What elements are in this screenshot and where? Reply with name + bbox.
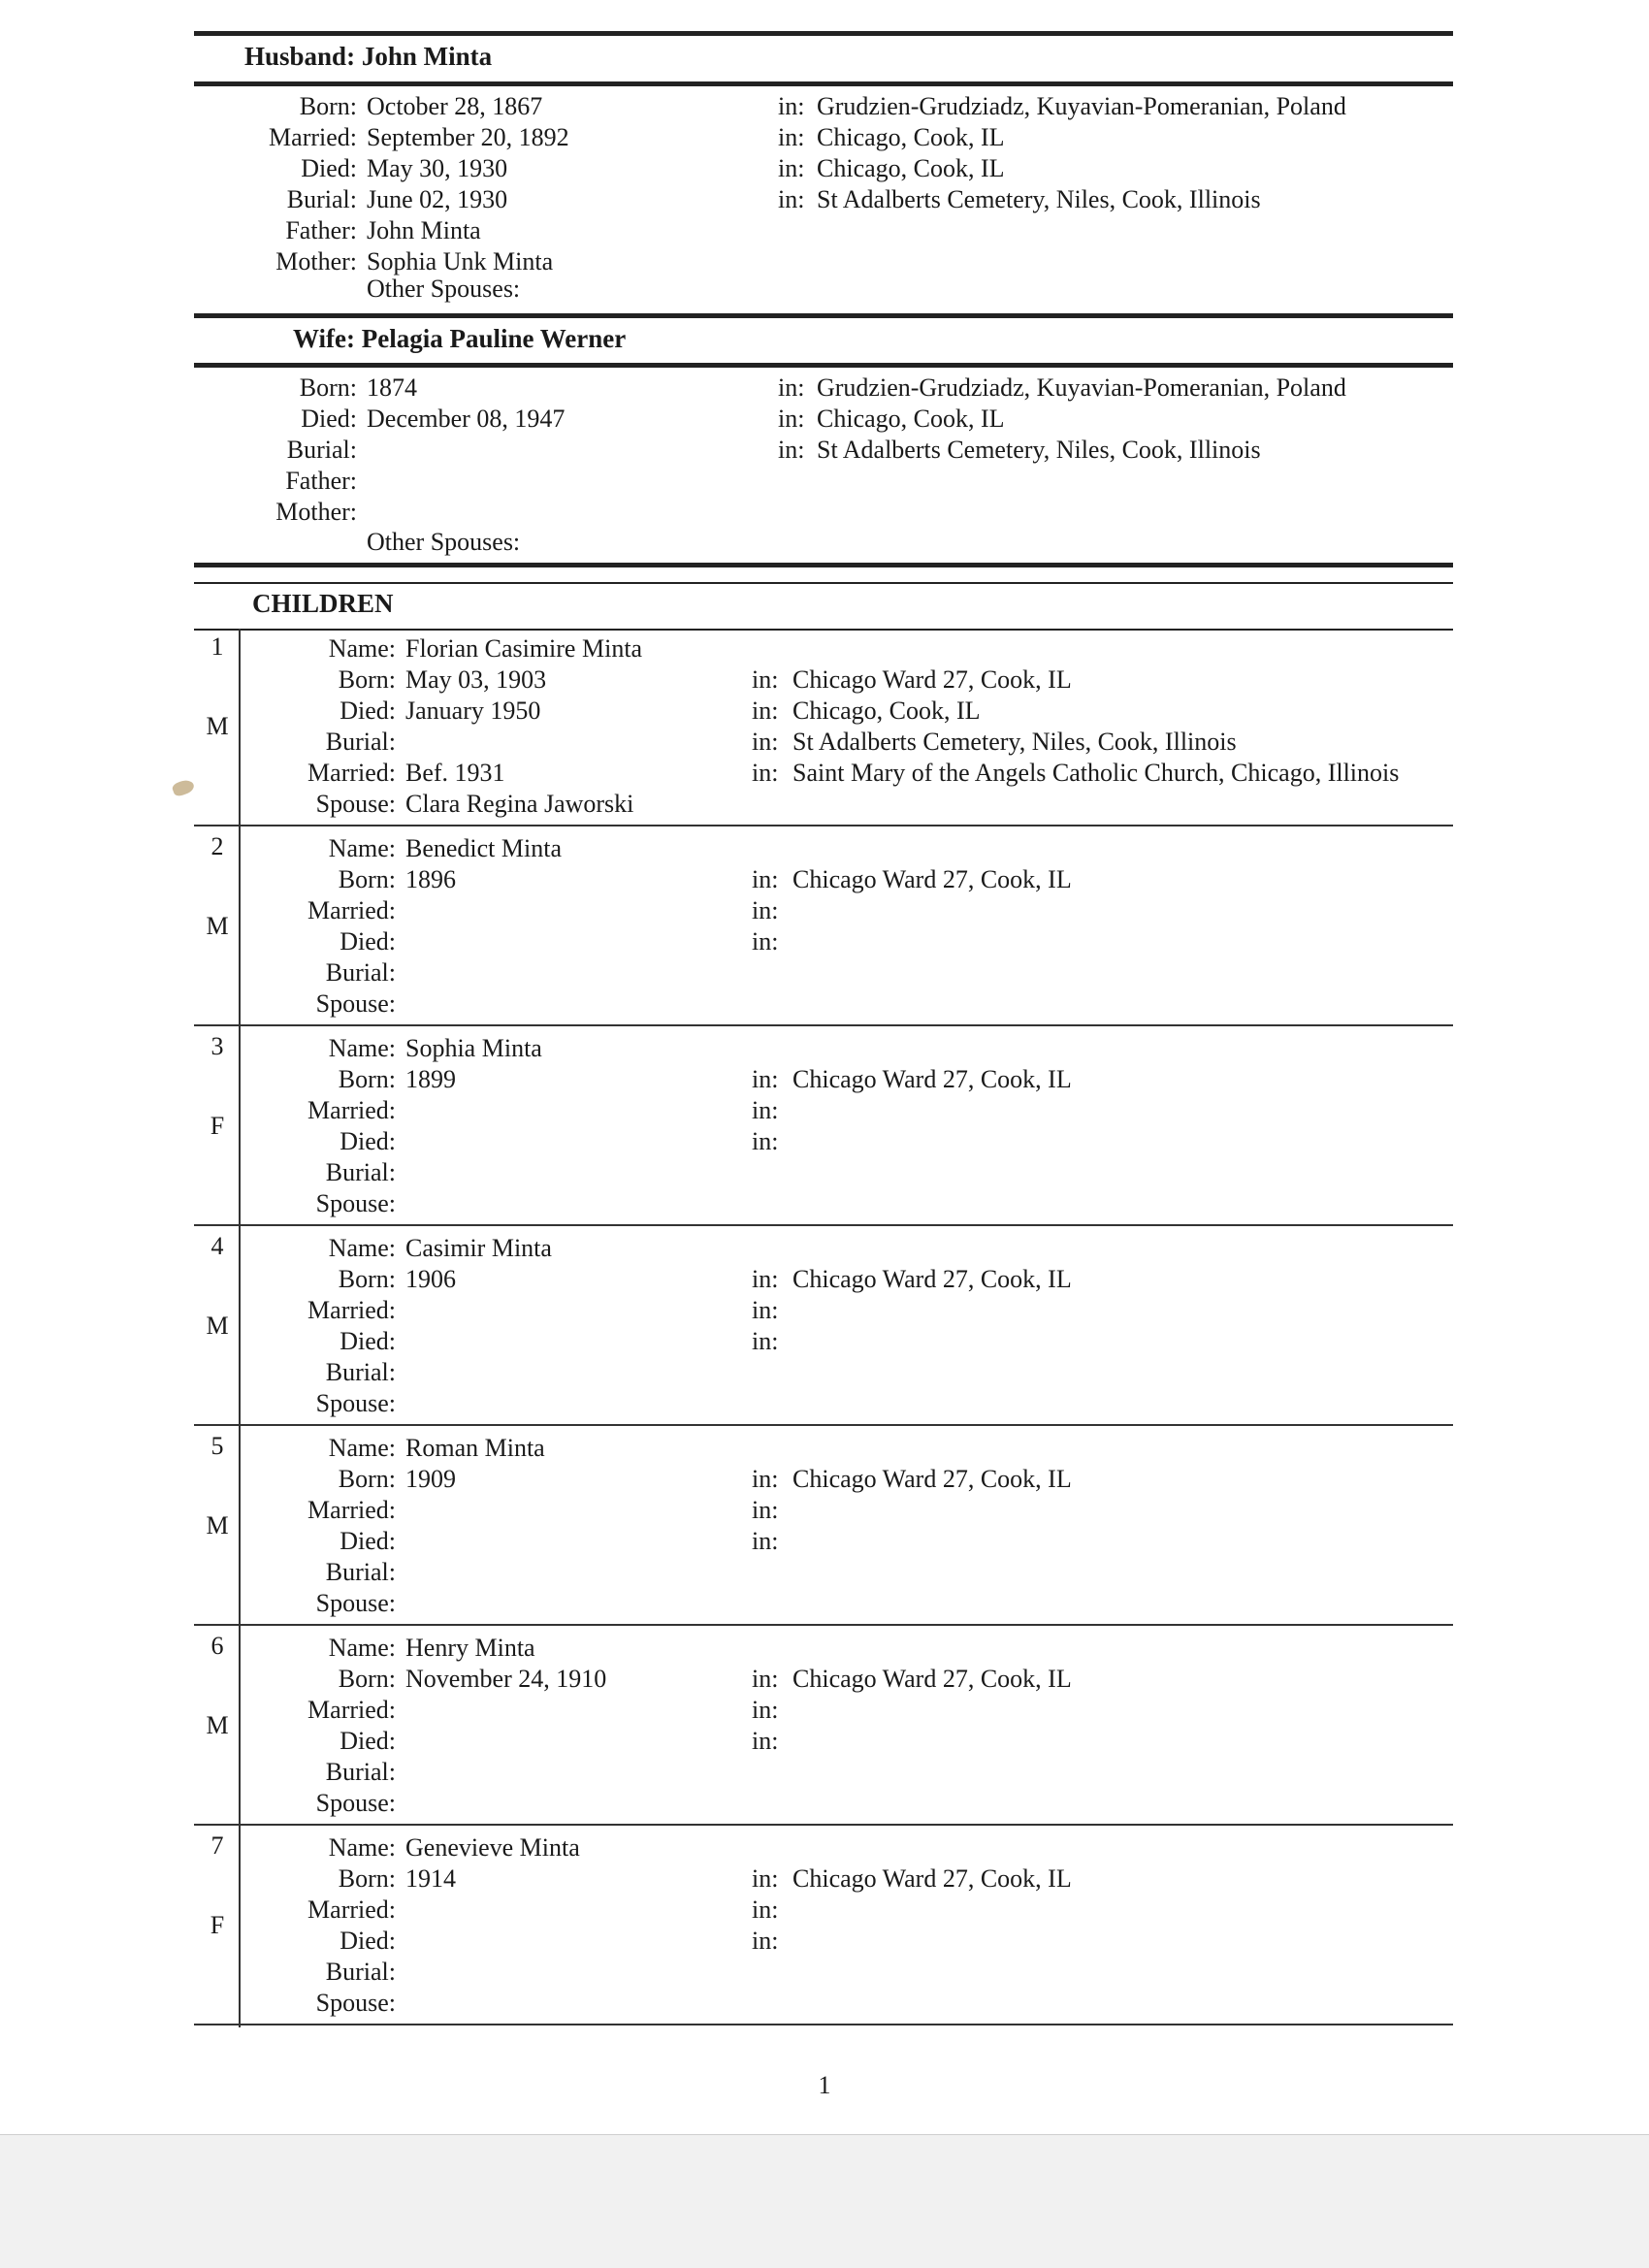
child-sex: F (210, 1911, 225, 1939)
husband-row-label: Born: (299, 92, 357, 120)
husband-row-value: October 28, 1867 (367, 92, 543, 120)
child-field-in: in: (752, 1096, 779, 1124)
child-bottom-rule (194, 1024, 1453, 1026)
wife-row-place: Chicago, Cook, IL (817, 405, 1005, 433)
child-field-in: in: (752, 1864, 779, 1893)
child-field-label: Spouse: (315, 989, 396, 1018)
child-field-label: Born: (338, 1665, 396, 1693)
child-field-label: Died: (340, 927, 396, 956)
child-field-in: in: (752, 697, 779, 725)
husband-row-place: St Adalberts Cemetery, Niles, Cook, Illinois (817, 185, 1261, 213)
child-field-label: Died: (340, 1527, 396, 1555)
husband-row-place: Chicago, Cook, IL (817, 154, 1005, 182)
children-header-rule (194, 629, 1453, 631)
child-field-in: in: (752, 865, 779, 893)
child-field-place: Chicago Ward 27, Cook, IL (792, 1665, 1072, 1693)
husband-row-label: Burial: (286, 185, 357, 213)
child-field-place: Saint Mary of the Angels Catholic Church, Chicago, Illinois (792, 759, 1400, 787)
husband-header-rule (194, 81, 1453, 86)
child-sex: F (210, 1112, 225, 1140)
child-field-label: Spouse: (315, 1789, 396, 1817)
child-bottom-rule (194, 825, 1453, 826)
husband-row-label: Died: (301, 154, 357, 182)
child-field-label: Married: (307, 1496, 396, 1524)
child-field-label: Name: (328, 1034, 396, 1062)
child-field-value: Sophia Minta (405, 1034, 542, 1062)
child-field-value: Bef. 1931 (405, 759, 505, 787)
husband-row-label: Married: (269, 123, 357, 151)
child-field-label: Married: (307, 1096, 396, 1124)
husband-other-spouses: Other Spouses: (367, 275, 521, 303)
child-field-value: Henry Minta (405, 1634, 535, 1662)
child-number: 5 (210, 1432, 224, 1460)
child-field-value: 1896 (405, 865, 456, 893)
child-field-label: Born: (338, 1465, 396, 1493)
child-field-label: Burial: (325, 728, 396, 756)
child-field-value: Casimir Minta (405, 1234, 552, 1262)
child-field-in: in: (752, 927, 779, 956)
children-header: CHILDREN (252, 589, 394, 618)
children-top-rule-thin (194, 582, 1453, 584)
child-field-value: 1914 (405, 1864, 456, 1893)
child-field-place: Chicago Ward 27, Cook, IL (792, 1065, 1072, 1093)
child-field-in: in: (752, 1927, 779, 1955)
wife-header: Wife: Pelagia Pauline Werner (293, 324, 627, 353)
child-field-place: Chicago Ward 27, Cook, IL (792, 1465, 1072, 1493)
child-field-in: in: (752, 1296, 779, 1324)
paper-speck (171, 778, 195, 798)
child-field-in: in: (752, 1327, 779, 1355)
child-field-value: May 03, 1903 (405, 665, 547, 694)
child-number: 2 (210, 832, 224, 860)
child-field-label: Married: (307, 759, 396, 787)
child-field-label: Spouse: (315, 1989, 396, 2017)
child-field-label: Born: (338, 865, 396, 893)
wife-row-in: in: (778, 436, 805, 464)
child-field-label: Burial: (325, 1158, 396, 1186)
wife-row-label: Father: (285, 467, 357, 495)
child-field-place: Chicago Ward 27, Cook, IL (792, 1265, 1072, 1293)
child-field-in: in: (752, 728, 779, 756)
child-field-label: Married: (307, 896, 396, 924)
child-field-label: Died: (340, 1327, 396, 1355)
husband-row-label: Mother: (275, 247, 357, 275)
child-field-label: Burial: (325, 958, 396, 987)
child-number: 4 (210, 1232, 224, 1260)
wife-header-rule (194, 363, 1453, 368)
husband-row-in: in: (778, 92, 805, 120)
child-field-value: Roman Minta (405, 1434, 545, 1462)
child-field-label: Married: (307, 1696, 396, 1724)
child-sex: M (206, 712, 229, 740)
top-rule (194, 31, 1453, 36)
child-field-value: January 1950 (405, 697, 541, 725)
page-number: 1 (818, 2071, 831, 2099)
child-field-place: Chicago Ward 27, Cook, IL (792, 1864, 1072, 1893)
wife-row-label: Mother: (275, 498, 357, 526)
child-field-in: in: (752, 1065, 779, 1093)
husband-row-in: in: (778, 154, 805, 182)
child-field-value: 1899 (405, 1065, 456, 1093)
child-field-in: in: (752, 1127, 779, 1155)
child-field-value: November 24, 1910 (405, 1665, 607, 1693)
child-field-value: Benedict Minta (405, 834, 563, 862)
wife-row-in: in: (778, 373, 805, 402)
wife-row-label: Died: (301, 405, 357, 433)
children-top-rule (194, 563, 1453, 567)
child-field-label: Name: (328, 1833, 396, 1862)
child-field-label: Spouse: (315, 1189, 396, 1217)
child-bottom-rule (194, 2024, 1453, 2025)
child-field-in: in: (752, 1465, 779, 1493)
child-bottom-rule (194, 1624, 1453, 1626)
husband-row-in: in: (778, 123, 805, 151)
child-sex: M (206, 912, 229, 940)
wife-row-value: 1874 (367, 373, 417, 402)
child-field-label: Spouse: (315, 1589, 396, 1617)
child-field-value: Genevieve Minta (405, 1833, 580, 1862)
child-field-place: Chicago Ward 27, Cook, IL (792, 865, 1072, 893)
child-bottom-rule (194, 1824, 1453, 1826)
child-sex: M (206, 1312, 229, 1340)
child-field-in: in: (752, 1496, 779, 1524)
child-field-in: in: (752, 759, 779, 787)
wife-row-place: St Adalberts Cemetery, Niles, Cook, Illinois (817, 436, 1261, 464)
wife-other-spouses: Other Spouses: (367, 528, 521, 556)
child-field-label: Burial: (325, 1758, 396, 1786)
child-field-label: Died: (340, 1727, 396, 1755)
child-field-label: Burial: (325, 1358, 396, 1386)
child-field-label: Spouse: (315, 790, 396, 818)
child-number: 7 (210, 1831, 224, 1860)
child-field-in: in: (752, 1895, 779, 1924)
wife-row-label: Born: (299, 373, 357, 402)
child-field-place: Chicago Ward 27, Cook, IL (792, 665, 1072, 694)
child-field-label: Name: (328, 1634, 396, 1662)
wife-top-rule (194, 313, 1453, 318)
child-field-in: in: (752, 896, 779, 924)
husband-row-value: June 02, 1930 (367, 185, 508, 213)
husband-row-place: Chicago, Cook, IL (817, 123, 1005, 151)
husband-row-value: September 20, 1892 (367, 123, 569, 151)
child-field-in: in: (752, 1527, 779, 1555)
child-field-label: Name: (328, 1234, 396, 1262)
child-field-in: in: (752, 1665, 779, 1693)
child-sex: M (206, 1511, 229, 1539)
child-number: 3 (210, 1032, 224, 1060)
child-field-label: Married: (307, 1895, 396, 1924)
child-field-label: Born: (338, 1065, 396, 1093)
husband-row-in: in: (778, 185, 805, 213)
child-field-label: Burial: (325, 1958, 396, 1986)
wife-row-value: December 08, 1947 (367, 405, 566, 433)
child-bottom-rule (194, 1224, 1453, 1226)
wife-row-label: Burial: (286, 436, 357, 464)
child-field-in: in: (752, 1265, 779, 1293)
child-number: 6 (210, 1632, 224, 1660)
child-field-label: Name: (328, 634, 396, 663)
child-field-value: 1909 (405, 1465, 456, 1493)
husband-row-value: Sophia Unk Minta (367, 247, 554, 275)
child-number: 1 (210, 632, 224, 661)
child-field-label: Died: (340, 697, 396, 725)
child-sex: M (206, 1711, 229, 1739)
child-field-label: Name: (328, 834, 396, 862)
child-field-label: Died: (340, 1927, 396, 1955)
child-field-label: Born: (338, 665, 396, 694)
child-field-label: Married: (307, 1296, 396, 1324)
wife-row-in: in: (778, 405, 805, 433)
child-field-label: Born: (338, 1864, 396, 1893)
husband-row-place: Grudzien-Grudziadz, Kuyavian-Pomeranian, Poland (817, 92, 1346, 120)
child-field-label: Name: (328, 1434, 396, 1462)
child-field-label: Spouse: (315, 1389, 396, 1417)
child-field-value: Clara Regina Jaworski (405, 790, 634, 818)
child-field-value: 1906 (405, 1265, 456, 1293)
husband-row-value: John Minta (367, 216, 481, 244)
husband-row-label: Father: (285, 216, 357, 244)
wife-row-place: Grudzien-Grudziadz, Kuyavian-Pomeranian, Poland (817, 373, 1346, 402)
child-field-label: Born: (338, 1265, 396, 1293)
husband-header: Husband: John Minta (244, 42, 493, 71)
child-field-value: Florian Casimire Minta (405, 634, 643, 663)
husband-row-value: May 30, 1930 (367, 154, 508, 182)
child-field-place: Chicago, Cook, IL (792, 697, 981, 725)
child-field-in: in: (752, 665, 779, 694)
child-field-in: in: (752, 1727, 779, 1755)
child-field-label: Burial: (325, 1558, 396, 1586)
child-field-place: St Adalberts Cemetery, Niles, Cook, Illinois (792, 728, 1237, 756)
child-field-label: Died: (340, 1127, 396, 1155)
child-bottom-rule (194, 1424, 1453, 1426)
child-field-in: in: (752, 1696, 779, 1724)
